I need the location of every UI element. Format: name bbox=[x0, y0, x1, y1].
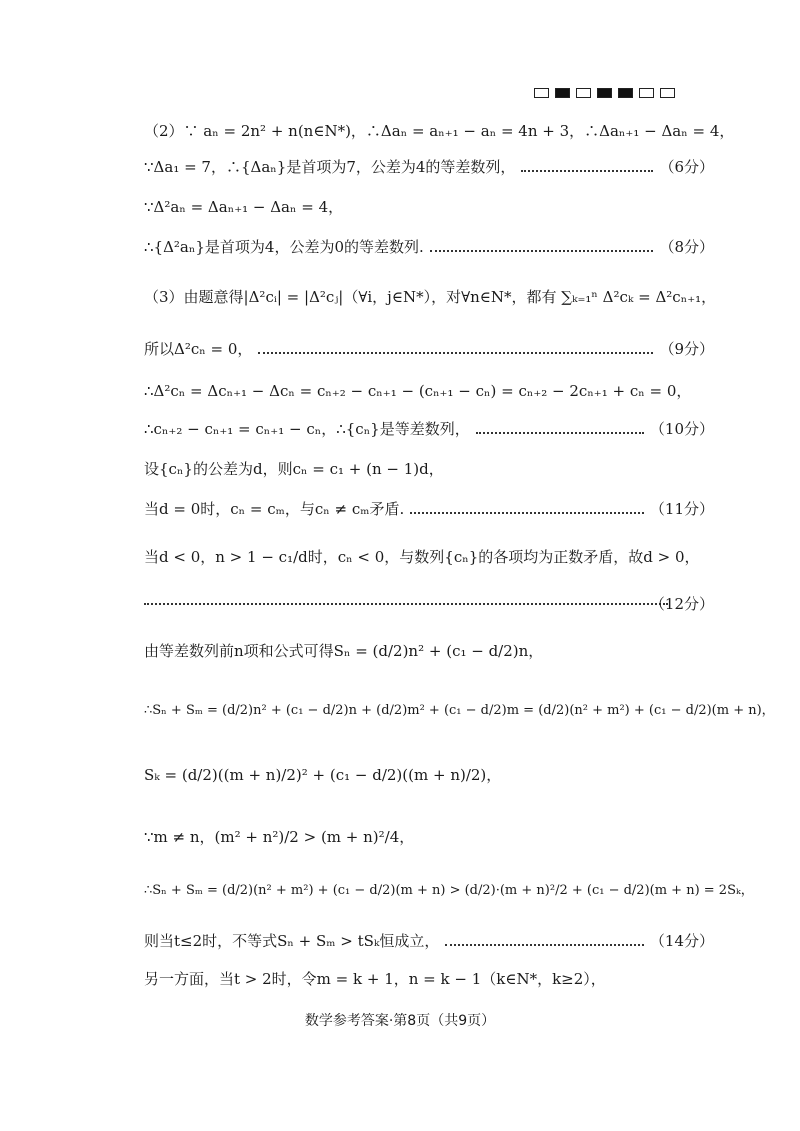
dotted-leader bbox=[144, 603, 668, 605]
solution-line: Sₖ = (d/2)((m + n)/2)² + (c₁ − d/2)((m + n)/2)， bbox=[144, 766, 502, 784]
solution-line: ∵m ≠ n，(m² + n²)/2 > (m + n)²/4， bbox=[144, 828, 415, 846]
solution-line: ∴Δ²cₙ = Δcₙ₊₁ − Δcₙ = cₙ₊₂ − cₙ₊₁ − (cₙ₊₁ − cₙ) = cₙ₊₂ − 2cₙ₊₁ + cₙ = 0， bbox=[144, 382, 692, 400]
mark-box bbox=[618, 88, 633, 98]
page-footer: 数学参考答案·第8页（共9页） bbox=[304, 1013, 496, 1029]
score-label: （12分） bbox=[649, 595, 714, 613]
solution-line: ∵Δ²aₙ = Δaₙ₊₁ − Δaₙ = 4， bbox=[144, 198, 344, 216]
solution-line: ∴cₙ₊₂ − cₙ₊₁ = cₙ₊₁ − cₙ，∴{cₙ}是等差数列， （10分） bbox=[144, 420, 714, 438]
mark-box bbox=[639, 88, 654, 98]
solution-line: 所以Δ²cₙ = 0， （9分） bbox=[144, 340, 714, 358]
solution-line: ∴Sₙ + Sₘ = (d/2)n² + (c₁ − d/2)n + (d/2)m² + (c₁ − d/2)m = (d/2)(n² + m²) + (c₁ − d/2)(m + n)， bbox=[144, 703, 775, 718]
mark-box bbox=[555, 88, 570, 98]
solution-line: 由等差数列前n项和公式可得Sₙ = (d/2)n² + (c₁ − d/2)n， bbox=[144, 642, 544, 660]
solution-line: 当d < 0，n > 1 − c₁/d时，cₙ < 0，与数列{cₙ}的各项均为正数矛盾，故d > 0， bbox=[144, 548, 700, 566]
mark-box bbox=[597, 88, 612, 98]
header-marks bbox=[534, 88, 675, 98]
mark-box bbox=[660, 88, 675, 98]
solution-line: ∴Sₙ + Sₘ = (d/2)(n² + m²) + (c₁ − d/2)(m + n) > (d/2)·(m + n)²/2 + (c₁ − d/2)(m + n) = 2Sₖ， bbox=[144, 883, 754, 898]
solution-line: 则当t≤2时，不等式Sₙ + Sₘ > tSₖ恒成立， （14分） bbox=[144, 932, 714, 950]
solution-line: ∵Δa₁ = 7，∴{Δaₙ}是首项为7，公差为4的等差数列， （6分） bbox=[144, 158, 714, 176]
mark-box bbox=[576, 88, 591, 98]
solution-line: 另一方面，当t > 2时，令m = k + 1，n = k − 1（k∈N*，k≥2）， bbox=[144, 970, 606, 988]
solution-line: 设{cₙ}的公差为d，则cₙ = c₁ + (n − 1)d， bbox=[144, 460, 444, 478]
solution-line: （3）由题意得|Δ²cᵢ| = |Δ²cⱼ|（∀i，j∈N*），对∀n∈N*，都有 ∑ₖ₌₁ⁿ Δ²cₖ = Δ²cₙ₊₁， bbox=[144, 288, 717, 306]
mark-box bbox=[534, 88, 549, 98]
solution-line: 当d = 0时，cₙ = cₘ，与cₙ ≠ cₘ矛盾. （11分） bbox=[144, 500, 714, 518]
solution-line: ∴{Δ²aₙ}是首项为4，公差为0的等差数列. （8分） bbox=[144, 238, 714, 256]
solution-line: （2）∵ aₙ = 2n² + n(n∈N*)，∴Δaₙ = aₙ₊₁ − aₙ = 4n + 3，∴Δaₙ₊₁ − Δaₙ = 4， bbox=[144, 122, 735, 140]
